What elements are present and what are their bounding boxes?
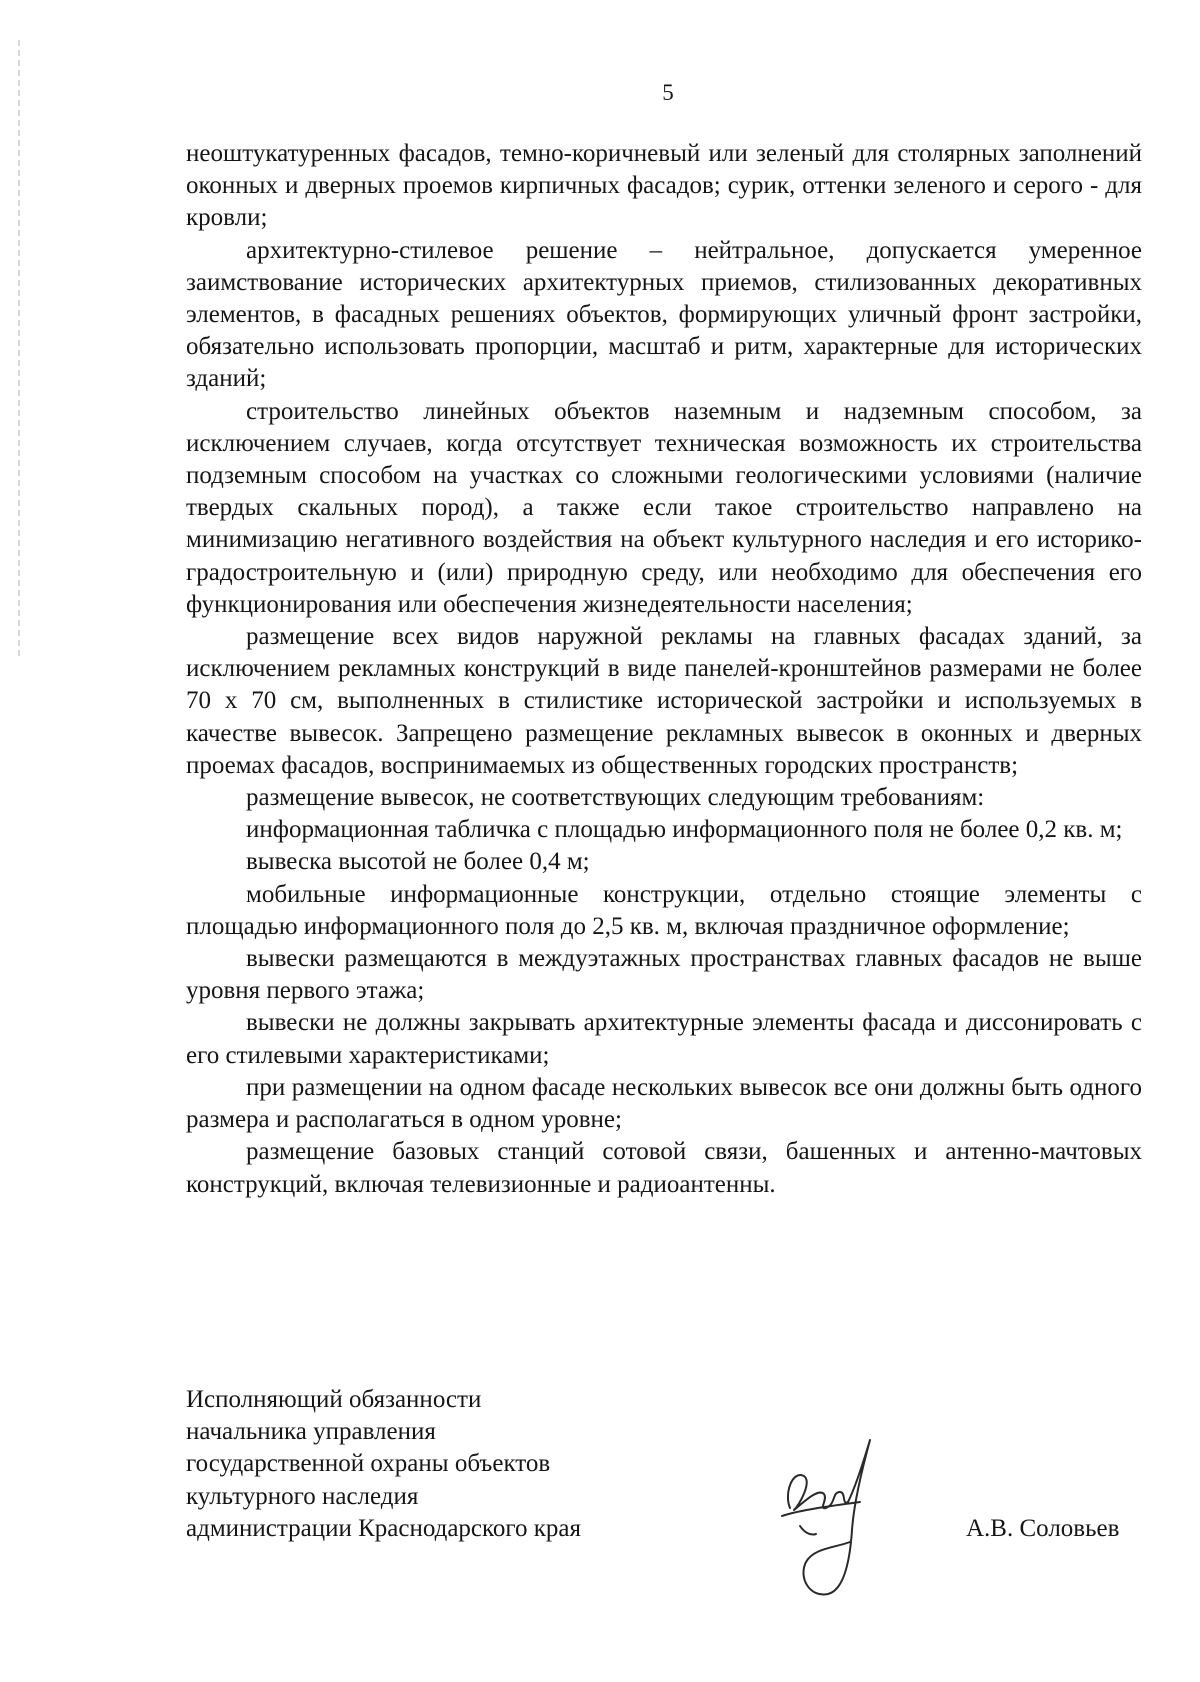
position-line: государственной охраны объектов [186,1450,551,1478]
paragraph-sign-placement-level: вывески размещаются в междуэтажных пространствах главных фасадов не выше уровня первого этажа; [186,945,1142,1005]
document-body [186,138,1142,1201]
position-line: начальника управления [186,1418,436,1446]
paragraph-mobile-structures: мобильные информационные конструкции, отдельно стоящие элементы с площадью информационного поля до 2,5 кв. м, включая праздничное оформление; [186,880,1142,940]
paragraph-linear-objects: строительство линейных объектов наземным и надземным способом, за исключением случаев, когда отсутствует техническая возможность их строительства подземным способом на участках со сложными геологическими условиями (наличие твердых скальных пород), а также если такое строительство направлено на минимизацию негативного воздействия на объект культурного наследия и его историко-градостроительную и (или) природную среду, или необходимо для обеспечения его функционирования или обеспечения жизнедеятельности населения; [186,397,1142,618]
paragraph-outdoor-advertising: размещение всех видов наружной рекламы на главных фасадах зданий, за исключением рекламных конструкций в виде панелей-кронштейнов размерами не более 70 х 70 см, выполненных в стилистике исторической застройки и используемых в качестве вывесок. Запрещено размещение рекламных вывесок в оконных и дверных проемах фасадов, воспринимаемых из общественных городских пространств; [186,623,1142,779]
position-line: Исполняющий обязанности [186,1386,482,1413]
paragraph-architectural-style: архитектурно-стилевое решение – нейтральное, допускается умеренное заимствование исторических архитектурных приемов, стилизованных декоративных элементов, в фасадных решениях объектов, формирующих уличный фронт застройки, обязательно использовать пропорции, масштаб и ритм, характерные для исторических зданий; [186,236,1142,393]
paragraph-multiple-signs: при размещении на одном фасаде нескольких вывесок все они должны быть одного размера и располагаться в одном уровне; [186,1073,1142,1134]
scan-edge-artifact [18,40,20,660]
paragraph-signage-requirements: размещение вывесок, не соответствующих следующим требованиям: [246,784,985,812]
position-line: администрации Краснодарского края [186,1514,582,1542]
paragraph-facade-colors: неоштукатуренных фасадов, темно-коричневый или зеленый для столярных заполнений оконных и дверных проемов кирпичных фасадов; сурик, оттенки зеленого и серого - для кровли; [186,140,1142,232]
handwritten-signature [770,1430,880,1600]
position-line: культурного наследия [186,1482,419,1510]
signatory-position [186,1384,581,1545]
paragraph-sign-not-covering: вывески не должны закрывать архитектурные элементы фасада и диссонировать с его стилевыми характеристиками; [186,1009,1142,1069]
signer-name: А.В. Соловьев [966,1515,1120,1542]
paragraph-sign-height: вывеска высотой не более 0,4 м; [246,848,590,876]
page-number: 5 [662,80,674,105]
paragraph-info-plate: информационная табличка с площадью информационного поля не более 0,2 кв. м; [246,816,1123,844]
paragraph-base-stations: размещение базовых станций сотовой связи, башенных и антенно-мачтовых конструкций, включая телевизионные и радиоантенны. [186,1138,1142,1198]
